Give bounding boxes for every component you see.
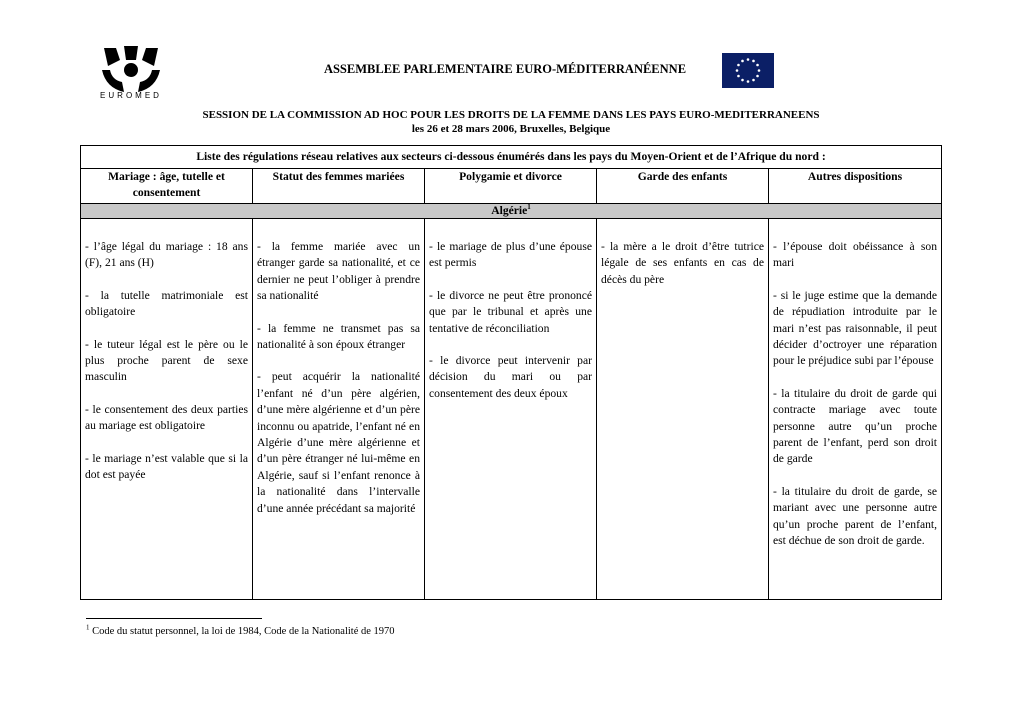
cell-paragraph: - le mariage de plus d’une épouse est permis [429,240,592,270]
cell-paragraph: - peut acquérir la nationalité l’enfant né d’un père algérien, d’une mère algérienne et d’un père inconnu ou apatride, l’enfant né en Algérie d’une mère algérienne et d’un père étranger né lui-même en Algérie, sauf si l’enfant renonce à la nationalité dans l’intervalle d’une année précédant sa majorité [257,370,420,515]
eu-star-icon [741,79,744,82]
cell-paragraph: - l’épouse doit obéissance à son mari [773,240,938,270]
eu-star-icon [756,75,759,78]
table-cell [253,219,425,600]
eu-star-icon [752,60,755,63]
eu-star-icon [747,80,750,83]
eu-star-icon [747,58,750,61]
regulations-table [80,145,942,600]
eu-flag-icon [722,53,774,88]
euromed-logo [96,42,166,112]
session-title: SESSION DE LA COMMISSION AD HOC POUR LES DROITS DE LA FEMME DANS LES PAYS EURO-MEDITERRANEENS [202,109,820,121]
footnote [86,623,395,637]
country-name: Algérie [491,204,528,217]
cell-paragraph: - la femme ne transmet pas sa nationalité à son époux étranger [257,321,420,352]
eu-star-icon [752,79,755,82]
eu-star-icon [736,69,739,72]
footnote-marker: 1 [86,623,90,632]
eu-star-icon [737,75,740,78]
country-row [81,204,942,219]
table-caption: Liste des régulations réseau relatives aux secteurs ci-dessous énumérés dans les pays du Moyen-Orient et de l’Afrique du nord : [81,146,942,169]
table-cell [769,219,942,600]
cell-paragraph: - le divorce ne peut être prononcé que par le tribunal et après une tentative de réconciliation [429,288,592,335]
session-heading [80,108,942,136]
cell-paragraph: - le divorce peut intervenir par décision du mari ou par consentement des deux époux [429,354,592,400]
cell-paragraph: - si le juge estime que la demande de répudiation introduite par le mari n’est pas raisonnable, il peut décider d’octroyer une réparation pour le préjudice subi par l’épouse [773,288,938,368]
cell-paragraph: - la tutelle matrimoniale est obligatoire [85,288,248,319]
cell-paragraph: - le consentement des deux parties au mariage est obligatoire [85,402,248,433]
eu-star-icon [737,64,740,67]
cell-paragraph: - le tuteur légal est le père ou le plus proche parent de sexe masculin [85,337,248,384]
table-cell [425,219,597,600]
column-header: Mariage : âge, tutelle et consentement [81,169,253,204]
column-header: Autres dispositions [769,169,942,204]
column-header: Statut des femmes mariées [253,169,425,204]
logo-wordmark: EUROMED [100,91,162,100]
eu-star-icon [756,64,759,67]
table-cell [597,219,769,600]
cell-paragraph: - la femme mariée avec un étranger garde sa nationalité, et ce dernier ne peut l’obliger à prendre sa nationalité [257,240,420,303]
footnote-text: Code du statut personnel, la loi de 1984, Code de la Nationalité de 1970 [92,626,395,637]
eu-star-icon [758,69,761,72]
session-dates: les 26 et 28 mars 2006, Bruxelles, Belgique [411,123,611,135]
table-cell [81,219,253,600]
cell-paragraph: - la mère a le droit d’être tutrice légale de ses enfants en cas de décès du père [601,240,764,286]
cell-paragraph: - l’âge légal du mariage : 18 ans (F), 21 ans (H) [85,240,248,270]
footnote-divider [86,618,262,619]
cell-paragraph: - la titulaire du droit de garde, se mariant avec une personne autre qu’un proche parent de l’enfant, est déchue de son droit de garde. [773,484,938,548]
footnote-ref: 1 [527,203,531,212]
column-header: Polygamie et divorce [425,169,597,204]
cell-paragraph: - la titulaire du droit de garde qui contracte mariage avec toute personne autre qu’un proche parent de l’enfant, perd son droit de garde [773,386,938,466]
column-header: Garde des enfants [597,169,769,204]
eu-star-icon [741,60,744,63]
cell-paragraph: - le mariage n’est valable que si la dot est payée [85,451,248,482]
assembly-title: ASSEMBLEE PARLEMENTAIRE EURO-MÉDITERRANÉENNE [323,62,687,76]
